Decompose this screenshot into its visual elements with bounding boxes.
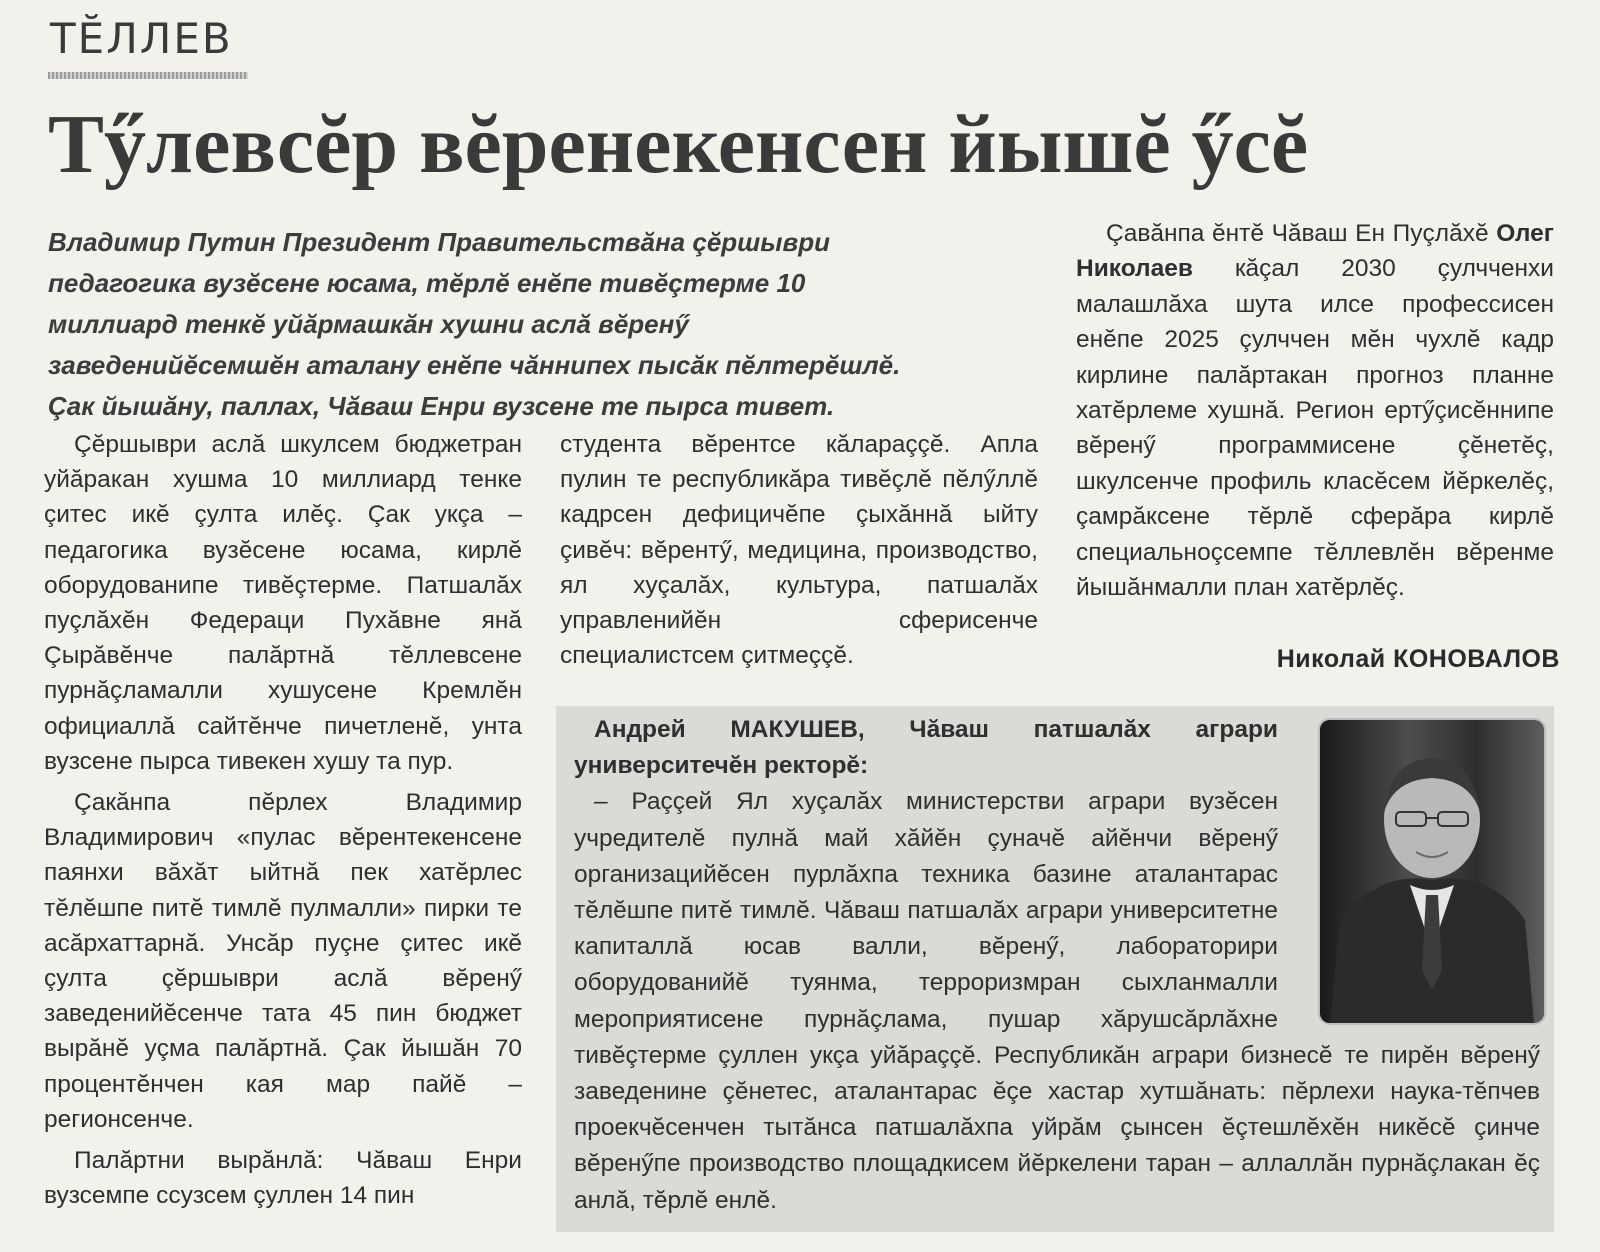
- col3-text-a: Çавăнпа ĕнтĕ Чăваш Ен Пуçлăхĕ: [1106, 220, 1497, 247]
- rector-photo: [1320, 720, 1544, 1023]
- column-2: [560, 427, 1038, 673]
- portrait-image: [1320, 720, 1544, 1023]
- column-3: [1076, 216, 1554, 605]
- col1-paragraph-3: Палăртни вырăнлă: Чăваш Енри вузсемпе ссузсем çуллен 14 пин: [44, 1147, 522, 1210]
- headline: Тӳлевсĕр вĕренекенсен йышĕ ӳсĕ: [48, 98, 1309, 191]
- quote-speaker: Андрей МАКУШЕВ, Чăваш патшалăх аграри университечĕн ректорĕ:: [574, 716, 1278, 780]
- lead-paragraph: Владимир Путин Президент Правительствăна çĕршыври педагогика вузĕсене юсама, тĕрлĕ енĕпе тивĕçтерме 10 миллиард тенкĕ уйăрмашкăн хушни аслă вĕренӳ заведенийĕсемшĕн аталану енĕпе чăннипех пысăк пĕлтерĕшлĕ. Çак йышăну, паллах, Чăваш Енри вузсене те пырса тивет.: [48, 227, 901, 421]
- author-signature: Николай КОНОВАЛОВ: [1276, 645, 1560, 673]
- col3-paragraph-1: [1076, 216, 1554, 605]
- col1-paragraph-1: Çĕршыври аслă шкулсем бюджетран уйăракан хушма 10 миллиард тенке çитес икĕ çулта илĕç. Çак укçа – педагогика вузĕсене юсама, кирлĕ оборудованипе тивĕçтерме. Патшалăх пуçлăхĕн Федераци Пухăвне янă Çырăвĕнче палăртнă тĕллевсене пурнăçламалли хушусене Кремлĕн официаллă сайтĕнче пичетленĕ, унта вузсене пырса тивекен хушу та пур.: [44, 431, 522, 775]
- quote-body: – Раççей Ял хуçалăх министерстви аграри вузĕсен учредителĕ пулнă май хăйĕн çуначĕ айĕнчи вĕренӳ организацийĕсен пурлăхпа техника базине аталантарас тĕлĕшпе питĕ тимлĕ. Чăваш патшалăх аграри университетне капиталлă юсав валли, вĕренӳ, лабораторири оборудованийĕ туянма, терроризмран сыхланмалли мероприятисене пурнăçлама, пушар хăрушсăрлăхне тивĕçтерме çуллен укçа уйăраççĕ. Республикăн аграри бизнесĕ те пирĕн вĕренӳ заведенине çĕнетес, аталантарас ĕçе хастар хутшăнать: пĕрлехи наука-тĕпчев проекчĕсенчен тытăнса патшалăхпа уйрăм çынсен ĕçтешлĕхĕн никĕсĕ çинче вĕренӳпе производство площадкисем йĕркелени таран – аллаллăн пурнăçлакан ĕç анлă, тĕрлĕ енлĕ.: [574, 788, 1540, 1214]
- col3-text-b: кăçал 2030 çулчченхи малашлăха шута илсе профессисен енĕпе 2025 çулччен мĕн чухлĕ кадр кирлине палăртакан прогноз планне хатĕрлеме хушнă. Регион ертӳçисĕннипе вĕренӳ программисене çĕнетĕç, шкулсенче профиль класĕсем йĕркелĕç, çамрăксене тĕрлĕ сферăра кирлĕ специальноçсемпе тĕллевлĕн вĕренме йышăнмалли план хатĕрлĕç.: [1076, 255, 1554, 602]
- governor-name: Олег Николаев: [1076, 220, 1554, 283]
- col1-paragraph-2: Çакăнпа пĕрлех Владимир Владимирович «пулас вĕрентекенсене паянхи вăхăт ыйтнă пек хатĕрлес тĕлĕшпе питĕ тимлĕ пулмалли» пирки те асăрхаттарнă. Унсăр пуçне çитес икĕ çулта çĕршыври аслă вĕренӳ заведенийĕсенче тата 45 пин бюджет вырăнĕ уçма палăртнă. Çак йышăн 70 процентĕнчен кая мар пайĕ – регионсенче.: [44, 789, 522, 1133]
- rubric-underline: [48, 72, 248, 79]
- column-1: [44, 427, 522, 1213]
- col2-paragraph-1: студента вĕрентсе кăлараççĕ. Апла пулин те республикăра тивĕçлĕ пĕлӳллĕ кадрсен дефицичĕпе çыхăннă ыйту çивĕч: вĕрентӳ, медицина, производство, ял хуçалăх, культура, патшалăх управленийĕн сферисенче специалистсем çитмеççĕ.: [560, 431, 1038, 670]
- rubric-label: ТĔЛЛЕВ: [50, 14, 233, 63]
